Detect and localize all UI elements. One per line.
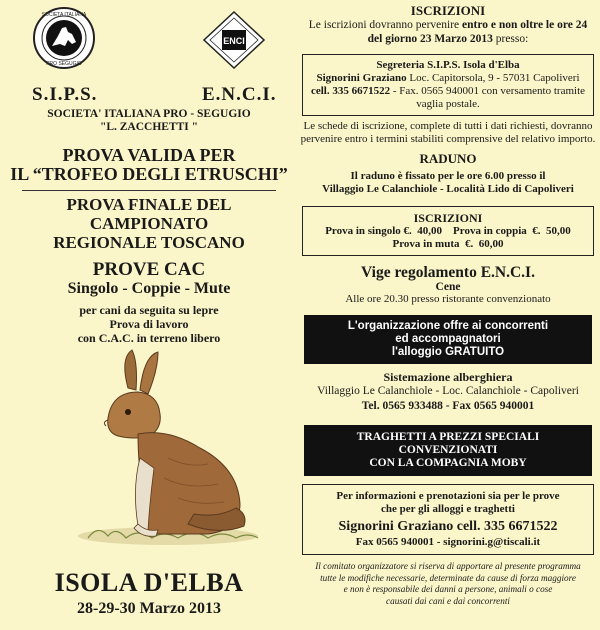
fees-box — [302, 206, 594, 256]
registrations-text — [300, 18, 596, 46]
dinner-title: Cene — [435, 281, 461, 293]
forms-note — [300, 120, 596, 146]
disclaimer-line-1: Il comitato organizzatore si riserva di apportare al presente programma — [315, 561, 581, 571]
enci-emblem-icon — [200, 10, 268, 70]
logo-row — [8, 6, 290, 84]
secretariat-line-3-b: - Fax. 0565 940001 con versamento tramite — [390, 85, 586, 97]
info-line-1: Per informazioni e prenotazioni sia per le prove — [336, 490, 560, 502]
fees-line-2: Prova in muta €. 60,00 — [392, 238, 504, 250]
secretariat-box — [302, 54, 594, 116]
ferry-line-2: CONVENZIONATI — [398, 444, 498, 456]
association-name — [8, 108, 290, 134]
accommodation-title: Sistemazione alberghiera — [383, 370, 513, 384]
left-column — [8, 6, 290, 626]
championship-heading-line-1: PROVA FINALE DEL CAMPIONATO — [66, 195, 232, 233]
event-dates: 28-29-30 Marzo 2013 — [77, 600, 221, 617]
org-enci: E.N.C.I. — [202, 84, 277, 105]
accommodation-phone: Tel. 0565 933488 - Fax 0565 940001 — [361, 400, 535, 412]
championship-heading-line-2: REGIONALE TOSCANO — [53, 233, 245, 252]
right-column — [300, 4, 596, 626]
registrations-title: ISCRIZIONI — [410, 3, 486, 18]
hare-illustration — [68, 348, 268, 548]
free-lodging-line-2: ed accompagnatori — [395, 333, 501, 345]
registrations-line-2 — [300, 32, 596, 46]
description-line-2: Prova di lavoro — [109, 317, 189, 331]
secretariat-line-3-a: cell. 335 6671522 — [310, 85, 391, 97]
dinner-text: Alle ore 20.30 presso ristorante convenzionato — [345, 293, 551, 305]
meeting-line-2: Villaggio Le Calanchiole - Località Lido di Capoliveri — [322, 183, 574, 195]
disclaimer-line-3: e non è responsabile dei danni a persone, animali o cose — [343, 584, 553, 594]
info-contact: Signorini Graziano cell. 335 6671522 — [338, 519, 558, 534]
meeting-text — [300, 170, 596, 196]
meeting-line-1: Il raduno è fissato per le ore 6.00 presso il — [350, 170, 546, 182]
forms-note-line-2: pervenire entro i termini stabiliti comprensive del relativo importo. — [300, 133, 596, 145]
description-line-3: con C.A.C. in terreno libero — [77, 331, 221, 345]
association-line-2: "L. ZACCHETTI " — [99, 121, 199, 133]
disclaimer — [300, 561, 596, 607]
free-lodging-banner — [304, 315, 592, 364]
description-line-1: per cani da seguita su lepre — [79, 303, 219, 317]
free-lodging-line-3: l'alloggio GRATUITO — [391, 346, 505, 358]
svg-text:PRO SEGUGIO: PRO SEGUGIO — [46, 61, 82, 67]
secretariat-line-2-a: Signorini Graziano — [316, 72, 407, 84]
cac-heading: PROVE CAC — [92, 259, 206, 280]
org-sips: S.I.P.S. — [32, 84, 98, 105]
ferry-banner — [304, 425, 592, 476]
secretariat-line-2 — [309, 72, 587, 85]
meeting-title: RADUNO — [419, 151, 477, 166]
championship-heading — [8, 195, 290, 252]
svg-text:SOCIETA ITALIANA: SOCIETA ITALIANA — [41, 12, 87, 18]
org-names — [8, 84, 290, 104]
info-fax-email: Fax 0565 940001 - signorini.g@tiscali.it — [355, 536, 541, 548]
association-line-1: SOCIETA' ITALIANA PRO - SEGUGIO — [47, 108, 251, 120]
info-box — [302, 484, 594, 555]
registrations-line-2-b: presso: — [492, 33, 529, 45]
ferry-line-1: TRAGHETTI A PREZZI SPECIALI — [356, 431, 540, 443]
trophy-heading-line-1: PROVA VALIDA PER — [62, 145, 236, 165]
registrations-line-1-a: Le iscrizioni dovranno pervenire — [308, 19, 463, 31]
event-description — [8, 303, 290, 345]
trophy-heading-line-2: IL “TROFEO DEGLI ETRUSCHI” — [10, 164, 288, 184]
ferry-line-3: CON LA COMPAGNIA MOBY — [369, 457, 527, 469]
categories-heading: Singolo - Coppie - Mute — [67, 280, 231, 297]
event-place: ISOLA D'ELBA — [54, 568, 244, 597]
enci-logo-text: ENCI — [223, 36, 245, 46]
forms-note-line-1: Le schede di iscrizione, complete di tutti i dati richiesti, dovranno — [303, 120, 593, 132]
sips-seal-icon — [32, 6, 96, 70]
secretariat-line-2-b: Loc. Capitorsola, 9 - 57031 Capoliveri — [406, 72, 580, 84]
trophy-heading — [8, 146, 290, 184]
accommodation-address: Villaggio Le Calanchiole - Loc. Calanchiole - Capoliveri — [317, 385, 579, 397]
registrations-line-2-a: del giorno 23 Marzo 2013 — [367, 33, 493, 45]
secretariat-line-1: Segreteria S.I.P.S. Isola d'Elba — [376, 59, 520, 71]
disclaimer-line-2: tutte le modifiche necessarie, determinate da cause di forza maggiore — [320, 572, 576, 583]
secretariat-line-3 — [309, 85, 587, 98]
rules-title: Vige regolamento E.N.C.I. — [361, 264, 535, 281]
registrations-line-1-b: entro e non oltre le ore 24 — [462, 19, 588, 31]
divider — [22, 190, 276, 191]
fees-line-1: Prova in singolo €. 40,00 Prova in coppia €. 50,00 — [325, 225, 571, 237]
secretariat-line-4: vaglia postale. — [416, 98, 480, 110]
info-line-2: che per gli alloggi e traghetti — [381, 503, 515, 515]
registrations-line-1 — [300, 18, 596, 32]
fees-title: ISCRIZIONI — [413, 211, 483, 225]
disclaimer-line-4: causati dai cani e dai concorrenti — [386, 595, 510, 606]
free-lodging-line-1: L'organizzazione offre ai concorrenti — [347, 320, 549, 332]
